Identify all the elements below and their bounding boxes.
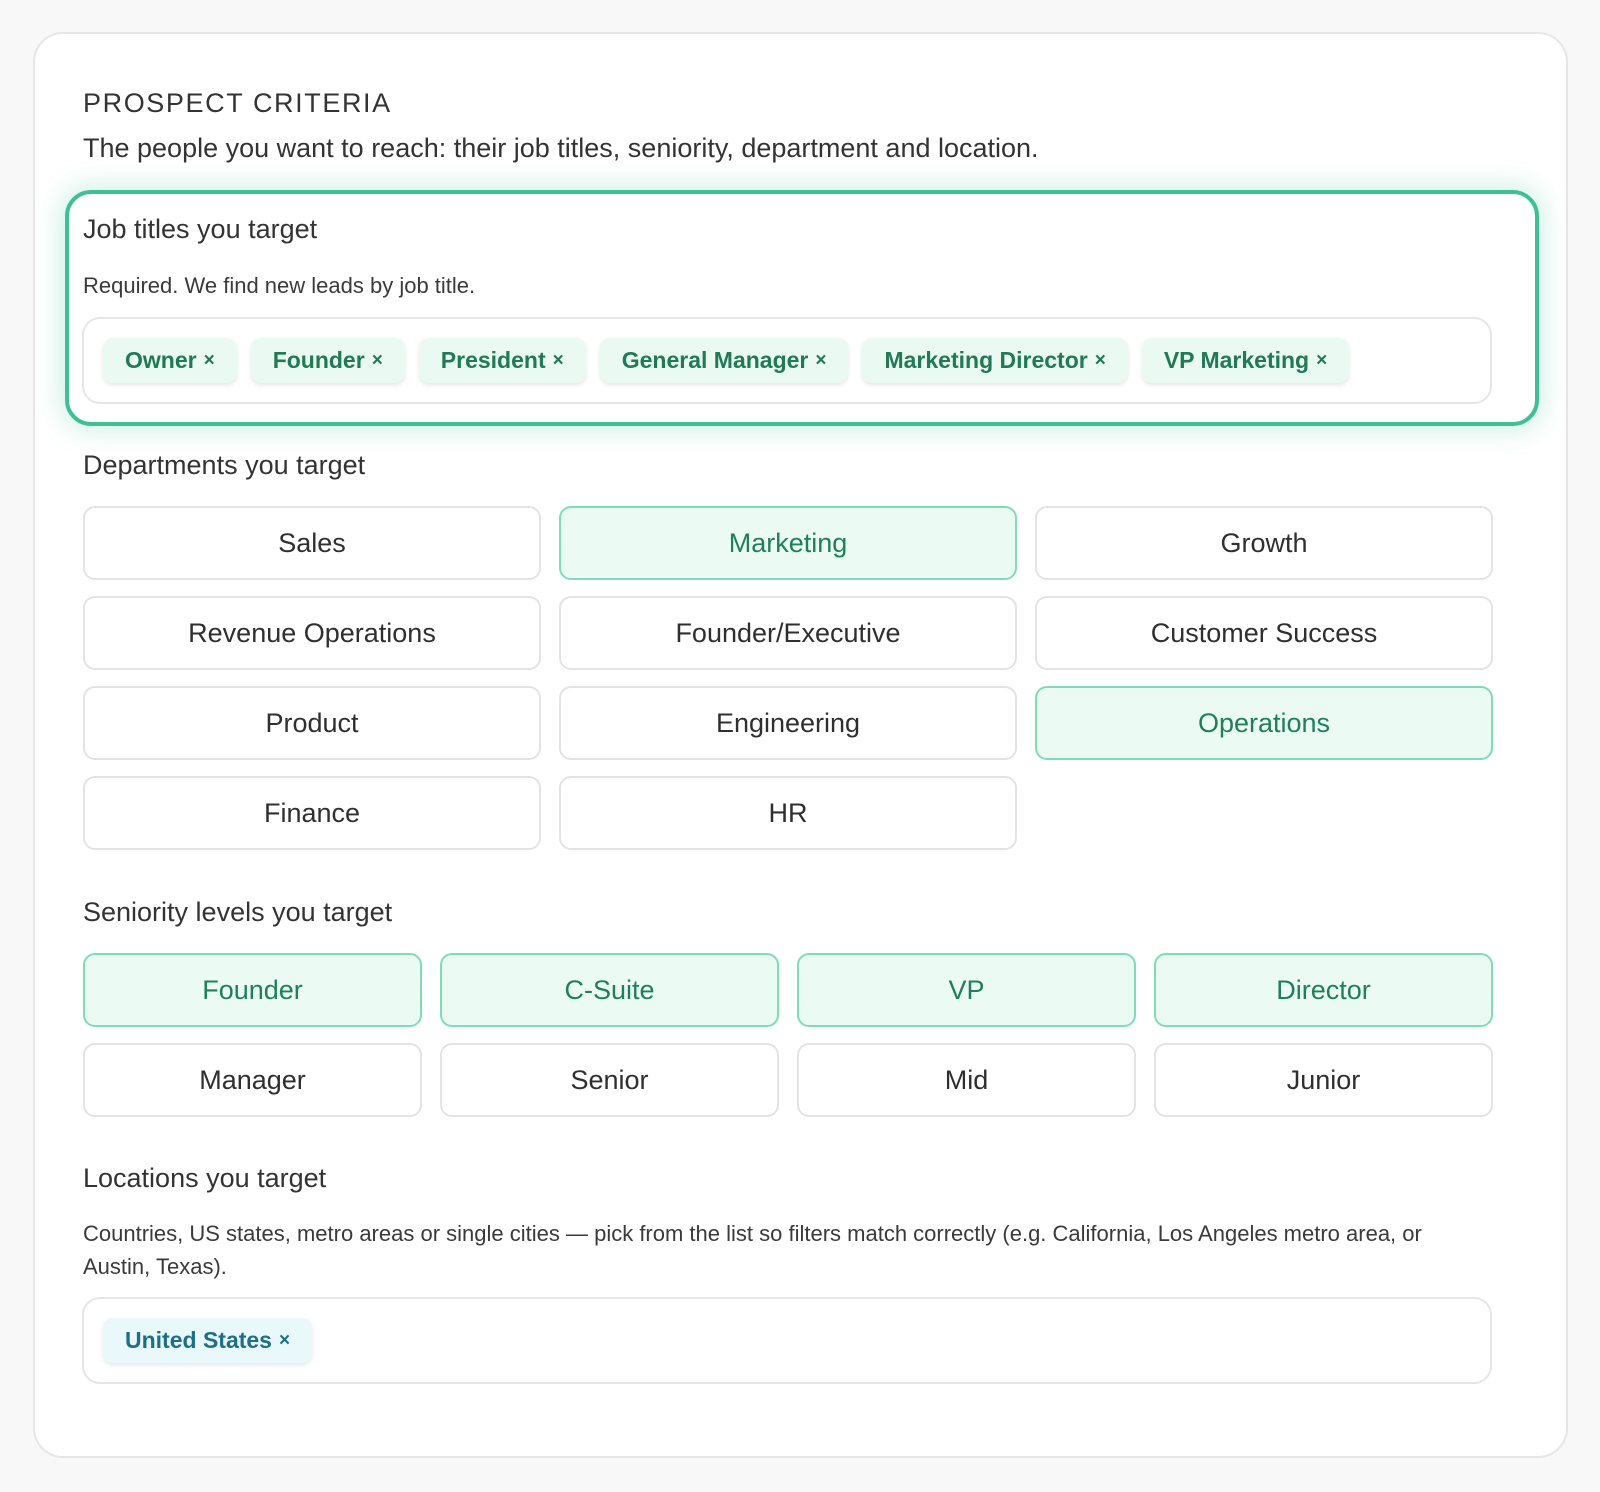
seniority-option-vp[interactable]: VP [797,953,1136,1027]
department-option-customer-success[interactable]: Customer Success [1035,596,1493,670]
tag-label: Owner [125,347,197,373]
tag-label: Founder [272,347,365,373]
seniority-label: Seniority levels you target [83,897,393,927]
remove-tag-icon[interactable]: × [552,349,564,371]
job-titles-hint: Required. We find new leads by job title. [83,273,476,298]
remove-tag-icon[interactable]: × [1094,349,1106,371]
department-option-marketing[interactable]: Marketing [559,506,1017,580]
department-option-revenue-operations[interactable]: Revenue Operations [83,596,541,670]
department-option-founder-executive[interactable]: Founder/Executive [559,596,1017,670]
location-tag-united-states[interactable] [103,1318,312,1363]
seniority-option-mid[interactable]: Mid [797,1043,1136,1117]
remove-tag-icon[interactable]: × [203,349,215,371]
department-option-finance[interactable]: Finance [83,776,541,850]
tag-label: VP Marketing [1163,347,1310,373]
job-title-tag-vp-marketing[interactable] [1142,338,1349,383]
tag-label: United States [125,1327,272,1353]
seniority-option-director[interactable]: Director [1154,953,1493,1027]
tag-label: General Manager [621,347,809,373]
department-option-sales[interactable]: Sales [83,506,541,580]
job-title-tag-president[interactable] [419,338,586,383]
remove-tag-icon[interactable]: × [371,349,383,371]
department-option-operations[interactable]: Operations [1035,686,1493,760]
departments-label: Departments you target [83,450,366,480]
job-title-tag-founder[interactable] [251,338,405,383]
job-titles-label: Job titles you target [83,214,318,244]
job-title-tag-marketing-director[interactable] [862,338,1127,383]
remove-tag-icon[interactable]: × [278,1329,291,1351]
tag-label: President [440,347,546,373]
seniority-option-founder[interactable]: Founder [83,953,422,1027]
remove-tag-icon[interactable]: × [815,349,827,371]
job-titles-input[interactable] [82,317,1492,404]
prospect-criteria-card [33,32,1568,1458]
locations-label: Locations you target [83,1163,327,1193]
section-description: The people you want to reach: their job titles, seniority, department and location. [83,133,1039,163]
seniority-option-c-suite[interactable]: C-Suite [440,953,779,1027]
department-option-growth[interactable]: Growth [1035,506,1493,580]
locations-input[interactable] [82,1297,1492,1384]
job-title-tag-general-manager[interactable] [600,338,849,383]
seniority-options [83,953,1493,1117]
section-title: PROSPECT CRITERIA [83,88,392,118]
department-option-product[interactable]: Product [83,686,541,760]
tag-label: Marketing Director [884,347,1088,373]
remove-tag-icon[interactable]: × [1316,349,1328,371]
job-title-tag-owner[interactable] [103,338,237,383]
department-option-engineering[interactable]: Engineering [559,686,1017,760]
seniority-option-junior[interactable]: Junior [1154,1043,1493,1117]
department-option-hr[interactable]: HR [559,776,1017,850]
locations-hint: Countries, US states, metro areas or single cities — pick from the list so filters match correctly (e.g. California, Los Angeles metro area, or Austin, Texas). [83,1221,1422,1279]
departments-options [83,506,1493,850]
seniority-option-senior[interactable]: Senior [440,1043,779,1117]
seniority-option-manager[interactable]: Manager [83,1043,422,1117]
